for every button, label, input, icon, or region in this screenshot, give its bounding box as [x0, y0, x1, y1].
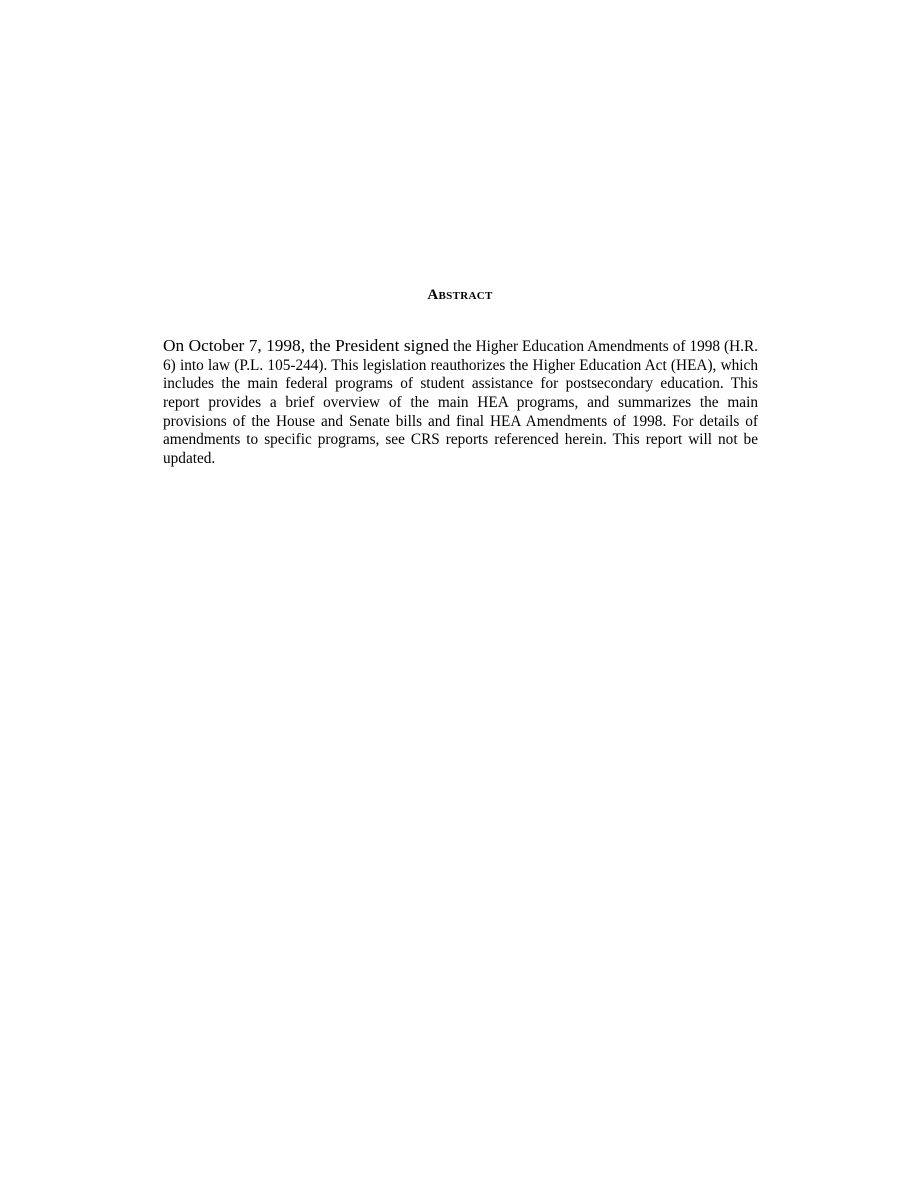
abstract-body-text: the Higher Education Amendments of 1998 (H.R. 6) into law (P.L. 105-244). This legislation reauthorizes the Higher Education Act (HEA), which includes the main federal programs of student assistance for postsecondary education. This report provides a brief overview of the main HEA programs, and summarizes the main provisions of the House and Senate bills and final HEA Amendments of 1998. For details of amendments to specific programs, see CRS reports referenced herein. This report will not be updated. [163, 338, 758, 467]
abstract-paragraph [163, 337, 758, 468]
abstract-lead-text: On October 7, 1998, the President signed [163, 336, 449, 356]
abstract-heading: Abstract [427, 287, 493, 303]
